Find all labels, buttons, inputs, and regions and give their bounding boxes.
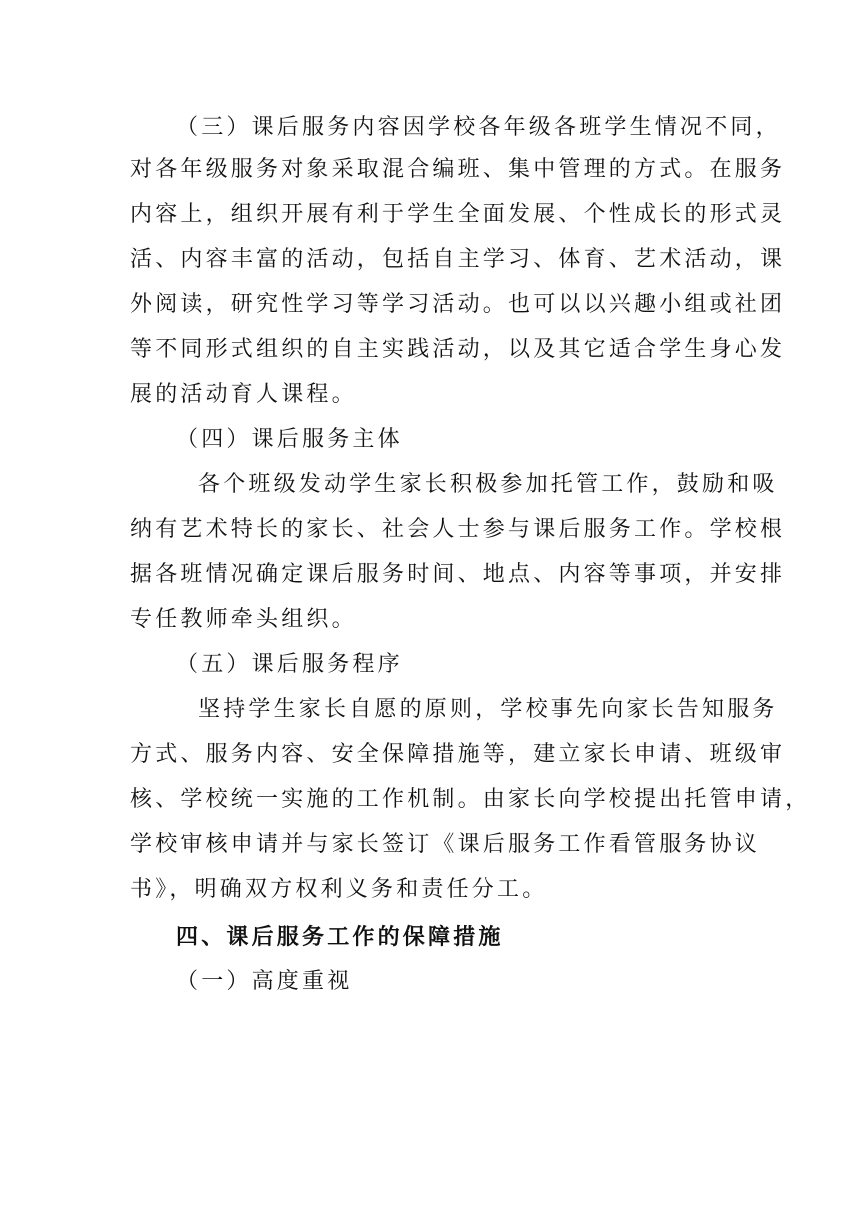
section-subheading: （五）课后服务程序 — [176, 652, 403, 677]
paragraph-line: 据各班情况确定课后服务时间、地点、内容等事项，并安排 — [130, 562, 786, 587]
paragraph-line: 专任教师牵头组织。 — [130, 607, 357, 632]
paragraph-line: 方式、服务内容、安全保障措施等，建立家长申请、班级审 — [130, 742, 786, 767]
paragraph-line: 书》，明确双方权利义务和责任分工。 — [130, 877, 548, 902]
paragraph-line: 各个班级发动学生家长积极参加托管工作，鼓励和吸 — [198, 472, 778, 497]
paragraph-line: 纳有艺术特长的家长、社会人士参与课后服务工作。学校根 — [130, 517, 786, 542]
paragraph-line: 展的活动育人课程。 — [130, 382, 357, 407]
paragraph-line: （三）课后服务内容因学校各年级各班学生情况不同， — [176, 115, 781, 140]
section-subheading: （一）高度重视 — [176, 969, 353, 994]
paragraph-line: 对各年级服务对象采取混合编班、集中管理的方式。在服务 — [130, 157, 786, 182]
paragraph-line: 核、学校统一实施的工作机制。由家长向学校提出托管申请， — [130, 787, 811, 812]
paragraph-line: 活、内容丰富的活动，包括自主学习、体育、艺术活动，课 — [130, 247, 786, 272]
section-subheading: （四）课后服务主体 — [176, 427, 403, 452]
paragraph-line: 坚持学生家长自愿的原则，学校事先向家长告知服务 — [198, 697, 778, 722]
paragraph-line: 外阅读，研究性学习等学习活动。也可以以兴趣小组或社团 — [130, 292, 786, 317]
paragraph-line: 内容上，组织开展有利于学生全面发展、个性成长的形式灵 — [130, 202, 786, 227]
paragraph-line: 学校审核申请并与家长签订《课后服务工作看管服务协议 — [130, 832, 761, 857]
paragraph-line: 等不同形式组织的自主实践活动，以及其它适合学生身心发 — [130, 337, 786, 362]
section-heading: 四、课后服务工作的保障措施 — [176, 924, 504, 950]
